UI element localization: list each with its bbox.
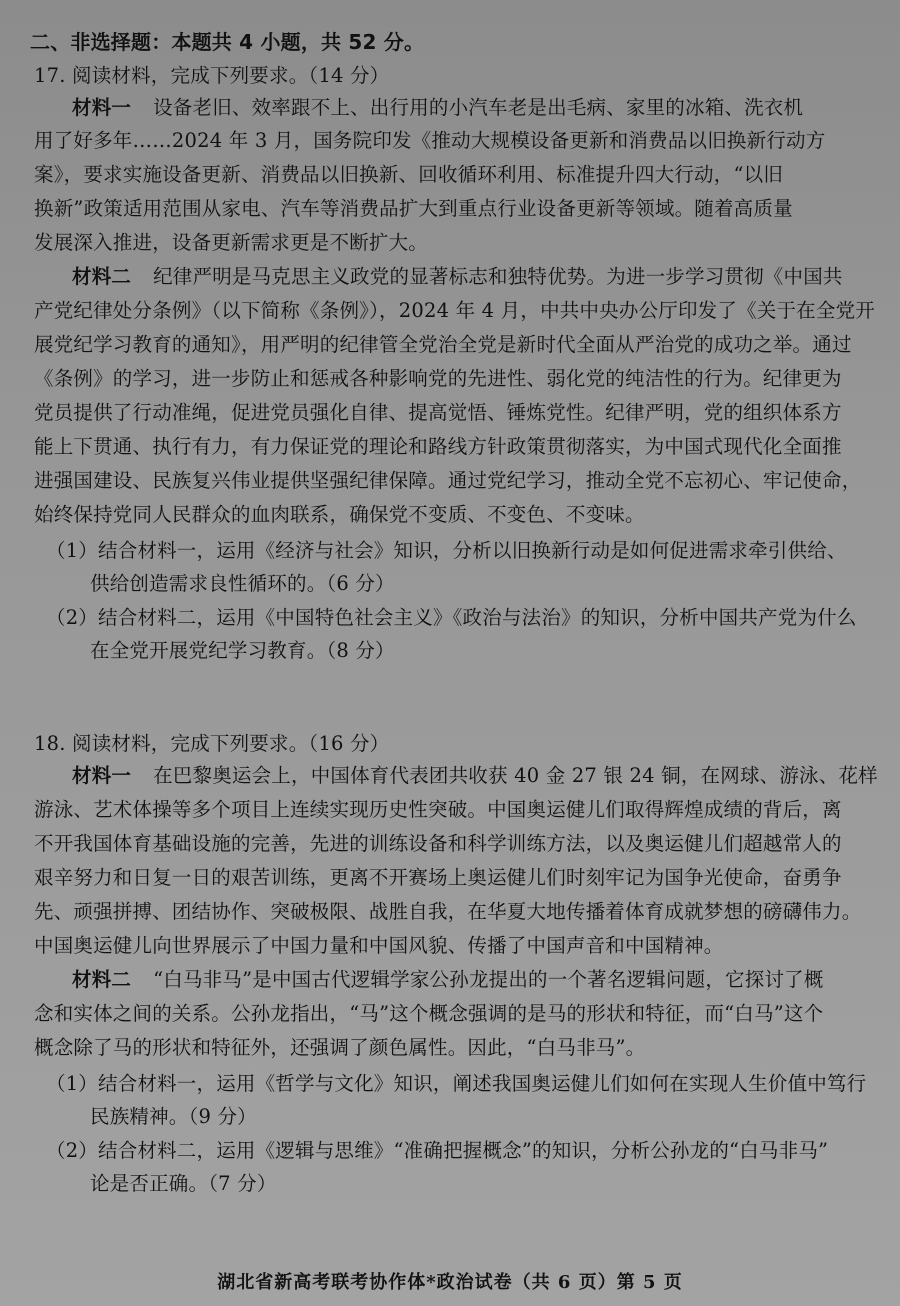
q18-material2-line-2: 念和实体之间的关系。公孙龙指出，“马”这个概念强调的是马的形状和特征，而“白马”这个 [34, 1002, 824, 1025]
q17-material2-line-2: 产党纪律处分条例》（以下简称《条例》），2024 年 4 月，中共中央办公厅印发了《关于在全党开 [34, 299, 875, 322]
q17-material2-line-5: 党员提供了行动准绳，促进党员强化自律、提高觉悟、锤炼党性。纪律严明，党的组织体系方 [34, 401, 842, 424]
q18-material2-label: 材料二 [72, 968, 132, 991]
q17-material2-line-6: 能上下贯通、执行有力，有力保证党的理论和路线方针政策贯彻落实，为中国式现代化全面推 [34, 435, 842, 458]
q17-material1-line-2: 用了好多年……2024 年 3 月，国务院印发《推动大规模设备更新和消费品以旧换新行动方 [34, 129, 826, 152]
q17-material1-line-3: 案》，要求实施设备更新、消费品以旧换新、回收循环利用、标准提升四大行动，“以旧 [34, 163, 784, 186]
q18-material1-line-2: 游泳、艺术体操等多个项目上连续实现历史性突破。中国奥运健儿们取得辉煌成绩的背后，离 [34, 798, 842, 821]
q17-sub2-line-2: 在全党开展党纪学习教育。（8 分） [90, 639, 395, 662]
q18-material2-line-1: 材料二 “白马非马”是中国古代逻辑学家公孙龙提出的一个著名逻辑问题，它探讨了概 [72, 968, 824, 991]
q18-material2-line-3: 概念除了马的形状和特征外，还强调了颜色属性。因此，“白马非马”。 [34, 1036, 646, 1059]
q17-material2-line-1: 材料二 纪律严明是马克思主义政党的显著标志和独特优势。为进一步学习贯彻《中国共 [72, 265, 843, 288]
q18-sub2-line-2: 论是否正确。（7 分） [90, 1172, 277, 1195]
q17-stem: 17. 阅读材料，完成下列要求。（14 分） [34, 64, 390, 87]
q17-material2-line-3: 展党纪学习教育的通知》，用严明的纪律管全党治全党是新时代全面从严治党的成功之举。通过 [34, 333, 852, 356]
q18-material1-label: 材料一 [72, 764, 132, 787]
q18-material1-line-5: 先、顽强拼搏、团结协作、突破极限、战胜自我，在华夏大地传播着体育成就梦想的磅礴伟力。 [34, 900, 862, 923]
q17-material1-line-1: 材料一 设备老旧、效率跟不上、出行用的小汽车老是出毛病、家里的冰箱、洗衣机 [72, 96, 804, 119]
q18-sub1-line-1: （1）结合材料一，运用《哲学与文化》知识，阐述我国奥运健儿们如何在实现人生价值中笃行 [46, 1072, 867, 1095]
page-footer: 湖北省新高考联考协作体*政治试卷（共 6 页）第 5 页 [217, 1272, 683, 1293]
q17-material1-line-5: 发展深入推进，设备更新需求更是不断扩大。 [34, 231, 429, 254]
q17-sub1-line-2: 供给创造需求良性循环的。（6 分） [90, 572, 395, 595]
q17-sub2-line-1: （2）结合材料二，运用《中国特色社会主义》《政治与法治》的知识，分析中国共产党为什么 [46, 606, 857, 629]
q17-sub1-line-1: （1）结合材料一，运用《经济与社会》知识，分析以旧换新行动是如何促进需求牵引供给、 [46, 539, 847, 562]
q17-material2-line-7: 进强国建设、民族复兴伟业提供坚强纪律保障。通过党纪学习，推动全党不忘初心、牢记使命， [34, 469, 862, 492]
q17-material2-label: 材料二 [72, 265, 132, 288]
q18-material1-line-6: 中国奥运健儿向世界展示了中国力量和中国风貌、传播了中国声音和中国精神。 [34, 934, 724, 957]
section-heading: 二、非选择题：本题共 4 小题，共 52 分。 [30, 30, 425, 54]
q18-material1-line-1: 材料一 在巴黎奥运会上，中国体育代表团共收获 40 金 27 银 24 铜，在网球、游泳、花样 [72, 764, 878, 787]
q18-sub1-line-2: 民族精神。（9 分） [90, 1105, 257, 1128]
q17-material1-label: 材料一 [72, 96, 132, 119]
q18-material1-line-3: 不开我国体育基础设施的完善，先进的训练设备和科学训练方法，以及奥运健儿们超越常人的 [34, 832, 842, 855]
q18-sub2-line-1: （2）结合材料二，运用《逻辑与思维》“准确把握概念”的知识，分析公孙龙的“白马非马” [46, 1139, 829, 1162]
q17-material2-line-8: 始终保持党同人民群众的血肉联系，确保党不变质、不变色、不变味。 [34, 503, 645, 526]
q18-material1-line-4: 艰辛努力和日复一日的艰苦训练，更离不开赛场上奥运健儿们时刻牢记为国争光使命，奋勇争 [34, 866, 842, 889]
q17-material2-line-4: 《条例》的学习，进一步防止和惩戒各种影响党的先进性、弱化党的纯洁性的行为。纪律更为 [34, 367, 842, 390]
q18-stem: 18. 阅读材料，完成下列要求。（16 分） [34, 732, 390, 755]
q17-material1-line-4: 换新”政策适用范围从家电、汽车等消费品扩大到重点行业设备更新等领域。随着高质量 [34, 197, 793, 220]
